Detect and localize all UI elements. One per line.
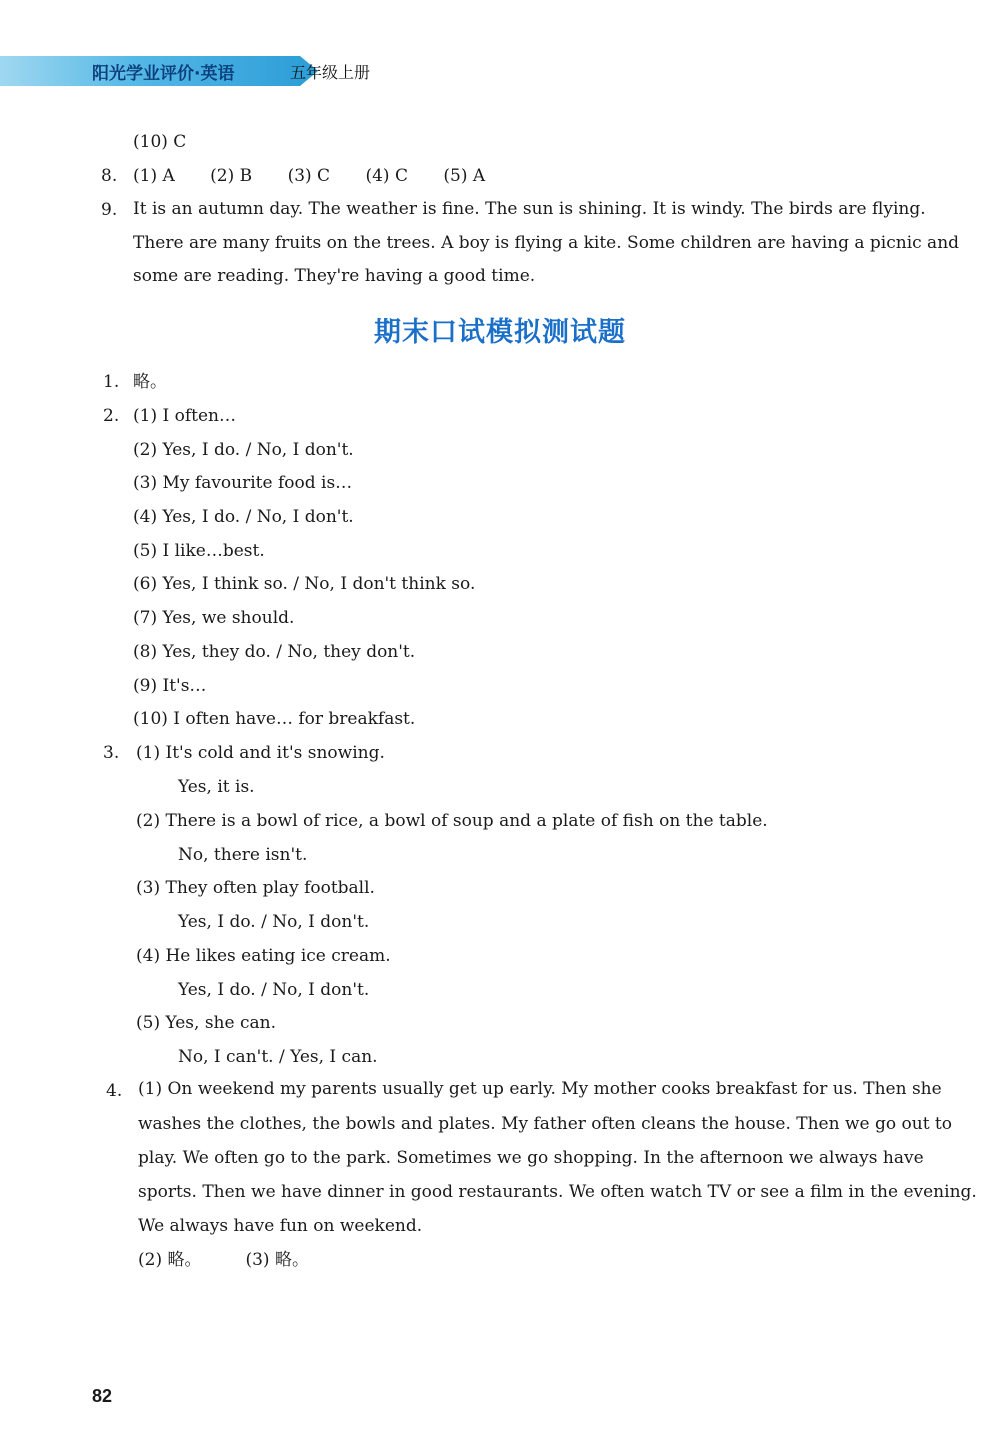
q4-line: play. We often go to the park. Sometimes we go shopping. In the afternoon we always have — [138, 1148, 924, 1168]
q2-line: (6) Yes, I think so. / No, I don't think so. — [133, 574, 476, 594]
q3-line: No, I can't. / Yes, I can. — [178, 1047, 378, 1067]
item9-line: some are reading. They're having a good time. — [133, 266, 536, 286]
q2-line: (3) My favourite food is… — [133, 473, 353, 493]
q3-number: 3. — [103, 743, 120, 763]
q1-number: 1. — [103, 372, 120, 392]
section-title: 期末口试模拟测试题 — [374, 317, 626, 348]
item7-tail: (10) C — [133, 132, 187, 152]
item8-answers — [133, 165, 485, 187]
q4-tail-2: (2) 略。 — [138, 1250, 202, 1270]
q3-line: (1) It's cold and it's snowing. — [136, 743, 385, 763]
q2-line: (10) I often have… for breakfast. — [133, 709, 416, 729]
item9-line: It is an autumn day. The weather is fine. The sun is shining. It is windy. The birds are flying. — [133, 199, 926, 219]
q4-tail — [138, 1249, 309, 1271]
q4-line: We always have fun on weekend. — [138, 1216, 423, 1236]
q3-line: Yes, it is. — [178, 777, 255, 797]
header-grade: 五年级上册 — [290, 63, 371, 82]
item8-number: 8. — [101, 166, 118, 186]
q2-line: (9) It's… — [133, 676, 207, 696]
q2-number: 2. — [103, 406, 120, 426]
q3-line: (4) He likes eating ice cream. — [136, 946, 391, 966]
q3-line: (3) They often play football. — [136, 878, 375, 898]
q4-tail-3: (3) 略。 — [245, 1250, 309, 1270]
answer: (4) C — [365, 166, 408, 186]
q2-line: (1) I often… — [133, 406, 236, 426]
q1-text: 略。 — [133, 372, 167, 392]
answer: (5) A — [443, 166, 486, 186]
q3-line: Yes, I do. / No, I don't. — [178, 912, 370, 932]
header-title: 阳光学业评价·英语 — [92, 64, 235, 84]
page-number: 82 — [92, 1386, 113, 1406]
answer: (3) C — [287, 166, 331, 186]
q2-line: (4) Yes, I do. / No, I don't. — [133, 507, 354, 527]
q4-line: (1) On weekend my parents usually get up early. My mother cooks breakfast for us. Then she — [138, 1079, 942, 1099]
q3-line: (2) There is a bowl of rice, a bowl of soup and a plate of fish on the table. — [136, 811, 768, 831]
q3-line: No, there isn't. — [178, 845, 308, 865]
q3-line: Yes, I do. / No, I don't. — [178, 980, 370, 1000]
item9-number: 9. — [101, 200, 118, 220]
answer: (2) B — [210, 166, 253, 186]
q4-line: sports. Then we have dinner in good restaurants. We often watch TV or see a film in the evening. — [138, 1182, 977, 1202]
q2-line: (7) Yes, we should. — [133, 608, 295, 628]
q3-line: (5) Yes, she can. — [136, 1013, 276, 1033]
q2-line: (5) I like…best. — [133, 541, 265, 561]
item9-line: There are many fruits on the trees. A boy is flying a kite. Some children are having a picnic and — [133, 233, 960, 253]
q2-line: (2) Yes, I do. / No, I don't. — [133, 440, 354, 460]
answer: (1) A — [133, 166, 175, 186]
q4-line: washes the clothes, the bowls and plates. My father often cleans the house. Then we go out to — [138, 1114, 952, 1134]
q4-number: 4. — [106, 1081, 123, 1101]
q2-line: (8) Yes, they do. / No, they don't. — [133, 642, 416, 662]
